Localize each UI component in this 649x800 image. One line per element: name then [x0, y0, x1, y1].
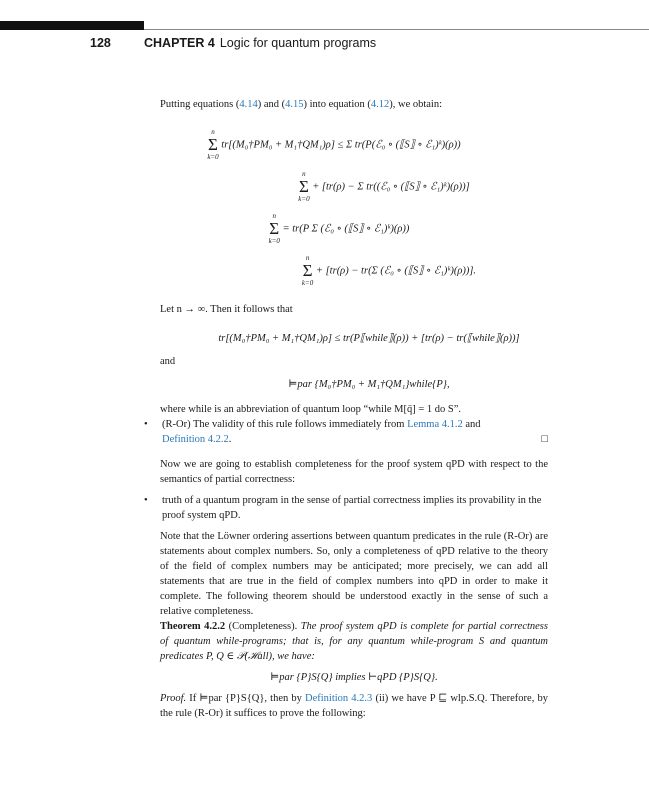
chapter-title: Logic for quantum programs: [219, 36, 377, 50]
equation-line-3: n Σ k=0 = tr(P Σ (ℰ₀ ∘ (⟦S⟧ ∘ ℰ₁)ᵏ)(ρ)): [268, 212, 410, 245]
bullet-truth: • truth of a quantum program in the sense of partial correctness implies its provability in the proof system qPD.: [150, 493, 548, 523]
proof-paragraph: Proof. If ⊨par {P}S{Q}, then by Definition 4.2.3 (ii) we have P ⊑ wlp.S.Q. Therefore, by the rule (R-Or) it suffices to prove the following:: [160, 693, 548, 719]
let-n-paragraph: Let n → ∞. Then it follows that: [160, 304, 293, 315]
equation-line-1: n Σ k=0 tr[(M₀†PM₀ + M₁†QM₁)ρ] ≤ Σ tr(P(ℰ₀ ∘ (⟦S⟧ ∘ ℰ₁)ᵏ)(ρ)): [207, 128, 461, 161]
page-body: [160, 97, 548, 721]
note-paragraph: Note that the Löwner ordering assertions between quantum predicates in the rule (R-Or) are statements about complex numbers. So, only a completeness of qPD relative to the theory of the field of complex numbers may be anticipated; more precisely, we can add all statements that are true in the field of complex numbers into qPD in order to make it complete. The following theorem should be understood exactly in the sense of such a relative completeness.: [160, 531, 548, 617]
header-bar: [0, 21, 144, 30]
definition-link[interactable]: Definition 4.2.2: [162, 434, 229, 445]
running-header: [90, 36, 376, 50]
equation-line-4: n Σ k=0 + [tr(ρ) − tr(Σ (ℰ₀ ∘ (⟦S⟧ ∘ ℰ₁)ᵏ)(ρ))].: [301, 254, 477, 287]
theorem-equation: ⊨par {P}S{Q} implies ⊢qPD {P}S{Q}.: [270, 672, 438, 683]
header-rule: [144, 29, 649, 30]
intro-paragraph: Putting equations (4.14) and (4.15) into equation (4.12), we obtain:: [160, 99, 443, 110]
equation-line-2: n Σ k=0 + [tr(ρ) − Σ tr((ℰ₀ ∘ (⟦S⟧ ∘ ℰ₁)ᵏ)(ρ))]: [298, 170, 470, 203]
bullet-r-or: • (R-Or) The validity of this rule follows immediately from Lemma 4.1.2 and Definition 4.2.2. □: [150, 417, 548, 447]
theorem: Theorem 4.2.2 (Completeness). The proof system qPD is complete for partial correctness of quantum while-programs; that is, for any quantum while-program S and quantum predicates P, Q ∈ 𝒫(ℋall), we have:: [160, 621, 548, 662]
eq-ref-4-15[interactable]: 4.15: [285, 99, 304, 110]
and-text: and: [160, 356, 176, 367]
definition-link-4-2-3[interactable]: Definition 4.2.3: [305, 693, 373, 704]
completeness-intro: Now we are going to establish completeness for the proof system qPD with respect to the semantics of partial correctness:: [160, 459, 548, 485]
equation-limit: tr[(M₀†PM₀ + M₁†QM₁)ρ] ≤ tr(P⟦while⟧(ρ)) + [tr(ρ) − tr(⟦while⟧(ρ))]: [218, 333, 520, 344]
eq-ref-4-12[interactable]: 4.12: [370, 99, 390, 110]
theorem-label: Theorem 4.2.2: [160, 621, 226, 632]
summation: n Σ k=0: [207, 128, 219, 161]
page-number: 128: [90, 36, 111, 50]
where-text: where while is an abbreviation of quantum loop “while M[q̄] = 1 do S”.: [160, 404, 462, 415]
proof-label: Proof.: [160, 693, 187, 704]
chapter-label: CHAPTER 4: [144, 36, 215, 50]
qed-symbol: □: [541, 433, 548, 445]
lemma-link[interactable]: Lemma 4.1.2: [407, 419, 463, 430]
equation-par: ⊨par {M₀†PM₀ + M₁†QM₁}while{P},: [288, 379, 450, 390]
eq-ref-4-14[interactable]: 4.14: [239, 99, 258, 110]
